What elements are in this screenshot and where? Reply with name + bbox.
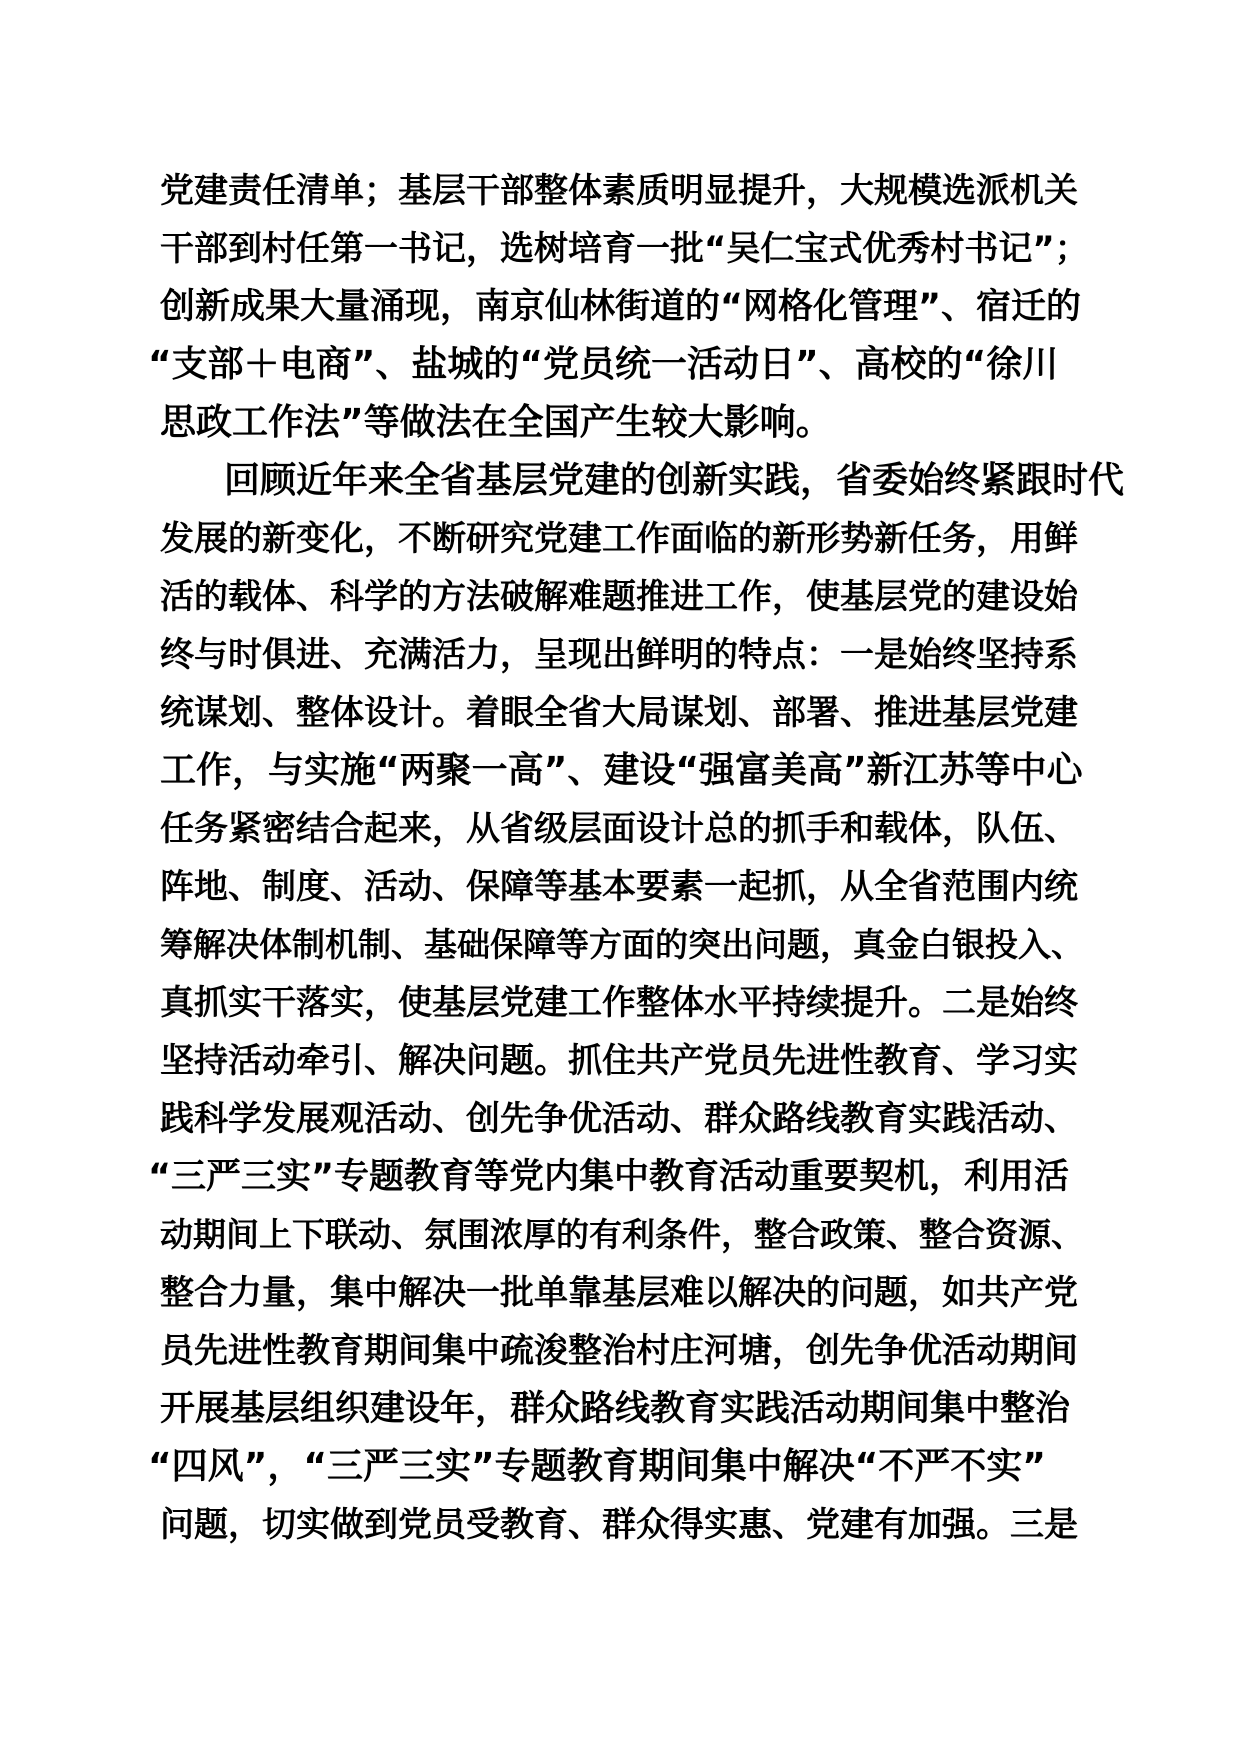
text-line: 问题，切实做到党员受教育、群众得实惠、党建有加强。三是 <box>160 1505 1078 1545</box>
text-line: 思政工作法”等做法在全国产生较大影响。 <box>160 402 832 443</box>
text-line: 真抓实干落实，使基层党建工作整体水平持续提升。二是始终 <box>160 983 1078 1023</box>
text-line: 活的载体、科学的方法破解难题推进工作，使基层党的建设始 <box>160 577 1078 617</box>
text-line: 整合力量，集中解决一批单靠基层难以解决的问题，如共产党 <box>160 1273 1078 1313</box>
text-line: 践科学发展观活动、创先争优活动、群众路线教育实践活动、 <box>160 1099 1078 1139</box>
text-line: 动期间上下联动、氛围浓厚的有利条件，整合政策、整合资源、 <box>160 1215 1084 1254</box>
text-line: 发展的新变化，不断研究党建工作面临的新形势新任务，用鲜 <box>160 519 1078 559</box>
text-line: 工作，与实施“两聚一高”、建设“强富美高”新江苏等中心 <box>160 750 1083 791</box>
text-line: 终与时俱进、充满活力，呈现出鲜明的特点：一是始终坚持系 <box>160 635 1078 675</box>
paragraph-start-line: 回顾近年来全省基层党建的创新实践，省委始终紧跟时代 <box>224 460 1125 501</box>
text-line: 坚持活动牵引、解决问题。抓住共产党员先进性教育、学习实 <box>160 1041 1078 1081</box>
text-line: 筹解决体制机制、基础保障等方面的突出问题，真金白银投入、 <box>160 925 1084 964</box>
text-line: 干部到村任第一书记，选树培育一批“吴仁宝式优秀村书记”； <box>160 229 1089 269</box>
text-line: “支部＋电商”、盐城的“党员统一活动日”、高校的“徐川 <box>148 344 1059 385</box>
text-line: 任务紧密结合起来，从省级层面设计总的抓手和载体，队伍、 <box>160 809 1078 849</box>
text-line: 党建责任清单；基层干部整体素质明显提升，大规模选派机关 <box>160 171 1078 211</box>
text-line: “三严三实”专题教育等党内集中教育活动重要契机，利用活 <box>148 1157 1070 1197</box>
text-line: 员先进性教育期间集中疏浚整治村庄河塘，创先争优活动期间 <box>160 1331 1078 1371</box>
text-line: 创新成果大量涌现，南京仙林街道的“网格化管理”、宿迁的 <box>160 287 1082 327</box>
text-line: “四风”，“三严三实”专题教育期间集中解决“不严不实” <box>148 1446 1046 1487</box>
text-line: 统谋划、整体设计。着眼全省大局谋划、部署、推进基层党建 <box>160 693 1078 733</box>
text-line: 开展基层组织建设年，群众路线教育实践活动期间集中整治 <box>160 1389 1071 1429</box>
text-line: 阵地、制度、活动、保障等基本要素一起抓，从全省范围内统 <box>160 867 1078 907</box>
